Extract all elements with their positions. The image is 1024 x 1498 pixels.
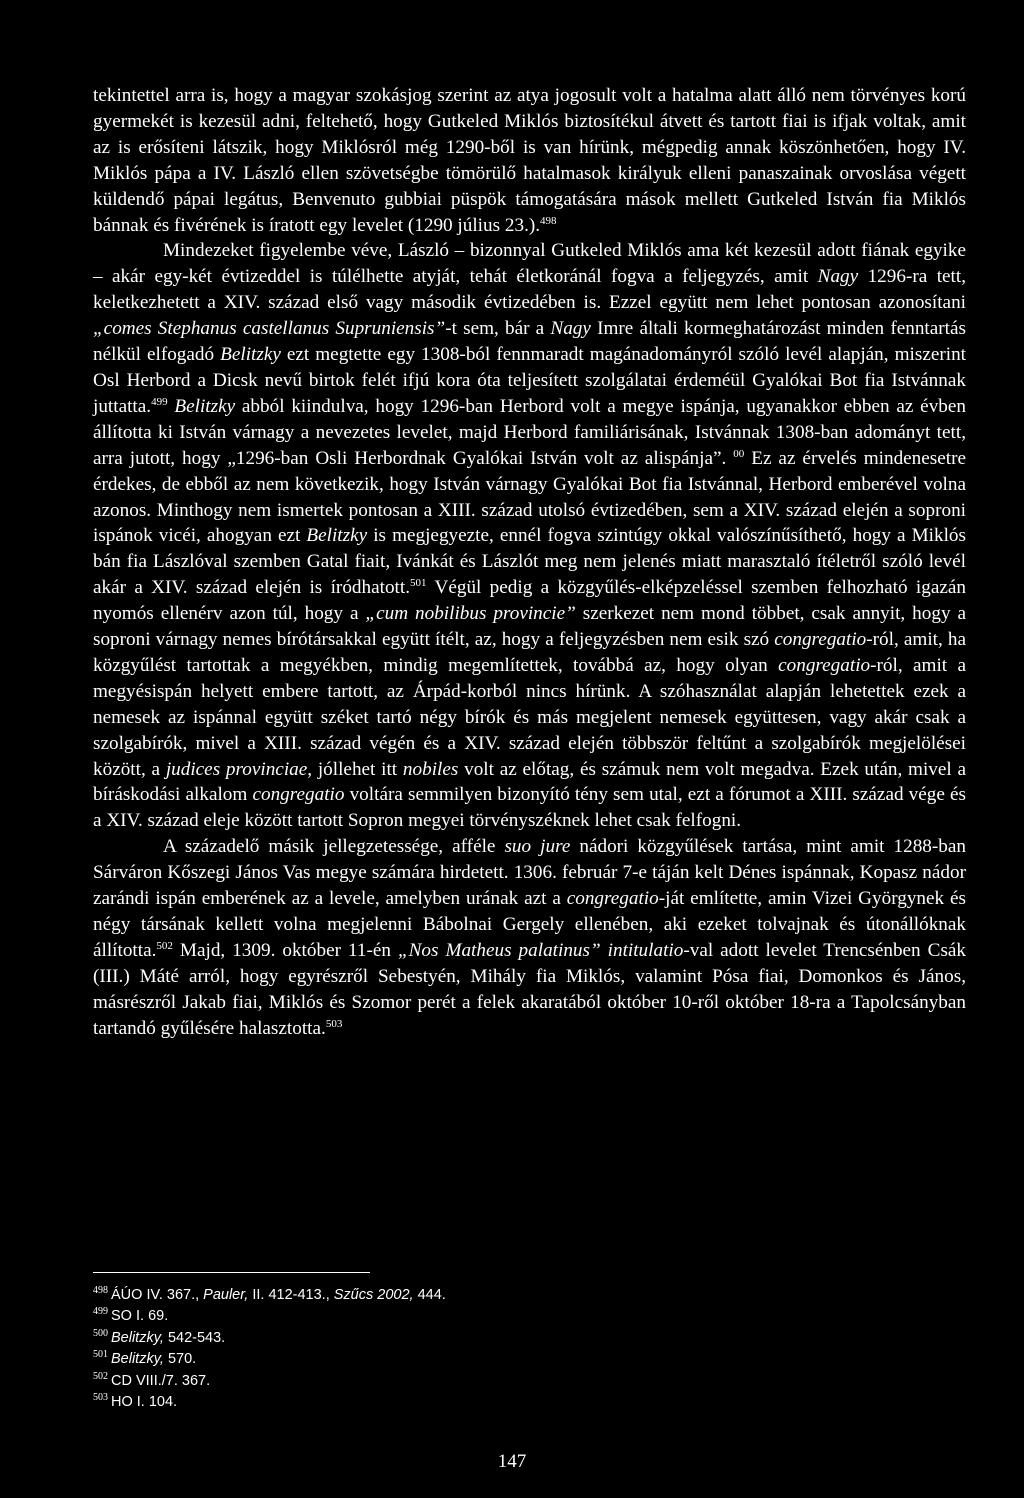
footnote — [93, 1371, 693, 1392]
text-run: Végül pedig a közgyűlés-elképzeléssel szemben felhozható igazán nyomós ellenérv azon túl, hogy a — [93, 577, 966, 625]
footnote — [93, 1392, 693, 1413]
footnote-ref: 498 — [540, 214, 557, 227]
italic-run: Pauler, — [203, 1287, 249, 1303]
text-run: HO I. 104. — [111, 1394, 178, 1411]
footnote-number: 500 — [93, 1327, 108, 1339]
text-run: voltára semmilyen bizonyító tény sem utal, ezt a fórumot a XIII. század vége és a XIV. század eleje között tartott Sopron megyei törvényszéknek lehet csak felfogni. — [93, 784, 967, 832]
italic-run: „Nos Matheus palatinus” intitulatio — [397, 939, 684, 961]
italic-run: Belitzky, — [111, 1329, 164, 1346]
text-run: nádori közgyűlések tartása, mint amit 1288-ban Sárváron Kőszegi János Vas megye számára hirdetett. 1306. február 7-e táján kelt Dénes ispánnak, Kopasz nádor zarándi ispán emberének az a levele, amelyben urának azt a — [93, 836, 966, 910]
italic-run: congregatio — [778, 654, 871, 676]
text-run: 1296-ra tett, keletkezhetett a XIV. század első vagy második évtizedében is. Ezzel együtt nem lehet pontosan azonosítani — [93, 266, 967, 314]
paragraph — [93, 238, 966, 834]
italic-run: Szűcs 2002, — [333, 1287, 414, 1303]
footnote-text — [111, 1287, 446, 1303]
page-number: 147 — [497, 1451, 527, 1472]
paragraph — [93, 834, 966, 1041]
footnote-ref: 501 — [410, 577, 427, 590]
footnote — [93, 1328, 693, 1349]
footnote — [93, 1306, 693, 1327]
text-run: , jóllehet itt — [307, 758, 403, 780]
footnote-number: 501 — [93, 1349, 108, 1361]
text-run: -ról, amit a megyésispán helyett embere tartott, az Árpád-korból nincs hírünk. A szóhasználat alapján lehetettek ezek a nemesek az ispánnal együtt széket tartó négy bírók és más megjelent nemesek együttesen, vagy akár csak a szolgabírók, mivel a XIII. század végén és a XIV. század elején többször feltűnt a szolgabírók megjelölései között, a — [93, 654, 967, 780]
footnote-divider — [93, 1272, 370, 1273]
text-run: -ról, amit, ha közgyűlést tartottak a megyékben, mindig megemlítettek, továbbá az, hogy olyan — [93, 629, 966, 676]
text-run: Mindezeket figyelembe véve, László – bizonnyal Gutkeled Miklós ama két kezesül adott fiának egyike – akár egy-két évtizeddel is túlélhette atyját, tehát életkoránál fogva a feljegyzés, amit — [93, 240, 966, 288]
text-run: ezt megtette egy 1308-ból fennmaradt magánadományról szóló levél alapján, miszerint Osl Herbord a Dicsk nevű birtok felét ifjú kora óta teljesített szolgálatai érdeméül Gyalókai Bot fia Istvánnak juttatta. — [93, 344, 966, 417]
text-run: abból kiindulva, hogy 1296-ban Herbord volt a megye ispánja, ugyanakkor ebben az évben állította ki István várnagy a nevezetes levelet, majd Herbord familiárisának, Istvánnak 1308-ban adományt tett, arra jutott, hogy „1296-ban Osli Herbordnak Gyalókai István volt az alispánja”. — [93, 395, 967, 469]
italic-run: Belitzky — [174, 395, 236, 417]
italic-run: congregatio — [566, 888, 659, 910]
footnote-text — [111, 1351, 196, 1367]
text-run: CD VIII./7. 367. — [111, 1372, 211, 1389]
italic-run: nobiles — [402, 758, 459, 780]
text-run: -ját említette, amin Vizei Györgynek és négy társának kellett volna megjelenni Bábolnai Gergely ellenében, aki ezeket tolvajnak és útonállóknak állította. — [93, 888, 966, 961]
italic-run: judices provinciae — [165, 758, 308, 780]
italic-run: Belitzky — [220, 344, 281, 366]
text-run: is megjegyezte, ennél fogva szintúgy okkal valószínűsíthető, hogy a Miklós bán fia Lászlóval szemben Gatal fiait, Ivánkát és Lászlót meg nem jelenés miatt marasztaló ítéletről szóló levél akár a XIV. század elején is íródhatott. — [93, 525, 966, 599]
italic-run: Belitzky, — [111, 1351, 164, 1368]
footnote-ref: 503 — [325, 1017, 343, 1030]
text-run: ÁÚO IV. 367., — [111, 1287, 204, 1303]
footnote-number: 503 — [93, 1392, 108, 1404]
text-run: Imre általi kormeghatározást minden fenntartás nélkül elfogadó — [93, 318, 966, 366]
italic-run: congregatio — [252, 784, 345, 806]
footnote-text — [111, 1394, 177, 1410]
italic-run: „cum nobilibus provincie” — [365, 603, 576, 625]
text-run: 542-543. — [163, 1329, 226, 1346]
text-run: II. 412-413., — [248, 1287, 334, 1303]
text-run: -val adott levelet Trencsénben Csák (III.) Máté arról, hogy egyrészről Sebestyén, Mihály fia Miklós, valamint Pósa fiai, Domonkos és János, másrészről Jakab fiai, Miklós és Szomor perét a felek akaratából október 10-ről október 18-ra a Tapolcsányban tartandó gyűlésére halasztotta. — [93, 939, 967, 1039]
footnotes — [93, 1285, 693, 1413]
italic-run: suo jure — [504, 836, 571, 858]
paragraph — [93, 83, 966, 238]
italic-run: Belitzky — [306, 525, 368, 547]
text-run: SO I. 69. — [111, 1308, 169, 1325]
text-run: -t sem, bár a — [445, 318, 551, 340]
footnote — [93, 1349, 693, 1370]
text-run: Majd, 1309. október 11-én — [172, 939, 398, 961]
italic-run: congregatio — [774, 629, 867, 651]
footnote-ref: 502 — [156, 939, 173, 952]
footnote-ref: 00 — [733, 447, 745, 460]
text-run: A századelő másik jellegzetessége, afféle — [163, 836, 505, 858]
footnote-number: 498 — [93, 1285, 108, 1296]
footnote-ref: 499 — [151, 395, 168, 408]
text-run: 444. — [413, 1287, 446, 1303]
footnote — [93, 1285, 693, 1306]
italic-run: Nagy — [817, 266, 859, 288]
footnote-text — [111, 1308, 168, 1324]
text-run: 570. — [163, 1351, 197, 1368]
italic-run: Nagy — [550, 318, 591, 340]
footnote-number: 499 — [93, 1306, 108, 1318]
text-run: volt az előtag, és számuk nem volt megadva. Ezek után, mivel a bíráskodási alkalom — [93, 758, 966, 806]
text-run: szerkezet nem mond többet, csak annyit, hogy a soproni várnagy nemes bírótársakkal együtt ítélt, az, hogy a feljegyzésben nem esik szó — [93, 603, 967, 651]
text-run: Ez az érvelés mindenesetre érdekes, de ebből az nem következik, hogy István várnagy Gyalókai Bot fia Istvánnal, Herbord emberével volna azonos. Minthogy nem ismertek pontosan a XIII. század utolsó évtizedében, sem a XIV. század elején a soproni ispánok vicéi, ahogyan ezt — [93, 447, 967, 547]
italic-run: „comes Stephanus castellanus Supruniensis” — [93, 318, 446, 340]
body-text — [93, 83, 966, 1042]
footnote-number: 502 — [93, 1370, 108, 1382]
text-run: tekintettel arra is, hogy a magyar szokásjog szerint az atya jogosult volt a hatalma alatt álló nem törvényes korú gyermekét is kezesül adni, feltehető, hogy Gutkeled Miklós biztosítékul átvett és tartott fiai is ifjak voltak, amit az is erősíteni látszik, hogy Miklósról még 1290-ből is van hírünk, mégpedig annak köszönhetően, hogy IV. Miklós pápa a IV. László ellen szövetségbe tömörülő hatalmasok királyuk elleni panaszainak orvoslása végett küldendő pápai legátus, Benvenuto gubbiai püspök támogatására mások mellett Gutkeled István fia Miklós bánnak és fivérének is íratott egy levelet (1290 július 23.). — [93, 85, 966, 236]
footnote-text — [111, 1373, 210, 1389]
footnote-text — [111, 1330, 225, 1346]
